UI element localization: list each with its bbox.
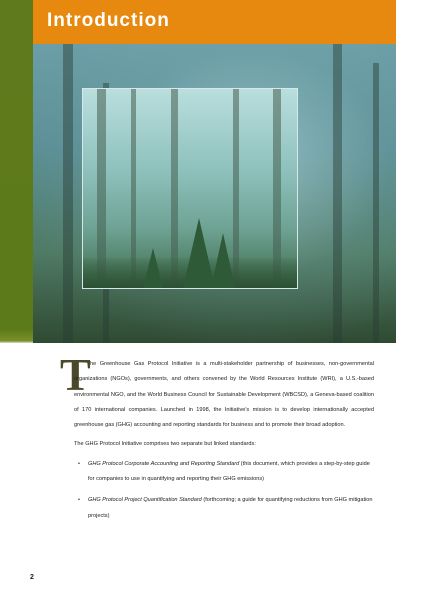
drop-cap-letter: T — [60, 349, 91, 400]
forest-photo-inset — [82, 88, 298, 289]
tree-trunk — [333, 44, 342, 343]
intro-paragraph: he Greenhouse Gas Protocol Initiative is a multi-stakeholder partnership of businesses, non-governmental organizations (NGOs), governments, and others convened by the World Resources Institute (WRI), a U.S.-based environmental NGO, and the World Business Council for Sustainable Development (WBCSD), a Geneva-based coalition of 170 international companies. Launched in 1998, the Initiative's mission is to develop internationally accepted greenhouse gas (GHG) accounting and reporting standards for business and to promote their broad adoption. — [74, 361, 374, 429]
page-number: 2 — [30, 574, 34, 581]
tree-trunk — [63, 44, 73, 343]
standard-title: GHG Protocol Corporate Accounting and Reporting Standard — [88, 460, 240, 467]
standards-list — [74, 457, 374, 524]
list-item — [74, 493, 374, 524]
tree-trunk — [373, 63, 379, 343]
standard-description: (this document, which provides a step-by-step guide for companies to use in quantifying and reporting their GHG emissions) — [88, 460, 370, 483]
section-header — [33, 0, 396, 44]
standards-paragraph: The GHG Protocol Initiative comprises two separate but linked standards: — [74, 441, 256, 448]
body-text — [74, 357, 374, 530]
standard-description: (forthcoming; a guide for quantifying reductions from GHG mitigation projects) — [88, 497, 373, 519]
bullet-icon: • — [78, 497, 80, 504]
fir-tree — [143, 248, 163, 288]
standard-title: GHG Protocol Project Quantification Standard — [88, 497, 202, 504]
bullet-icon: • — [78, 460, 80, 467]
section-title: Introduction — [47, 10, 170, 31]
left-bar-white — [0, 343, 33, 598]
fir-tree — [211, 233, 235, 288]
list-item — [74, 457, 374, 488]
